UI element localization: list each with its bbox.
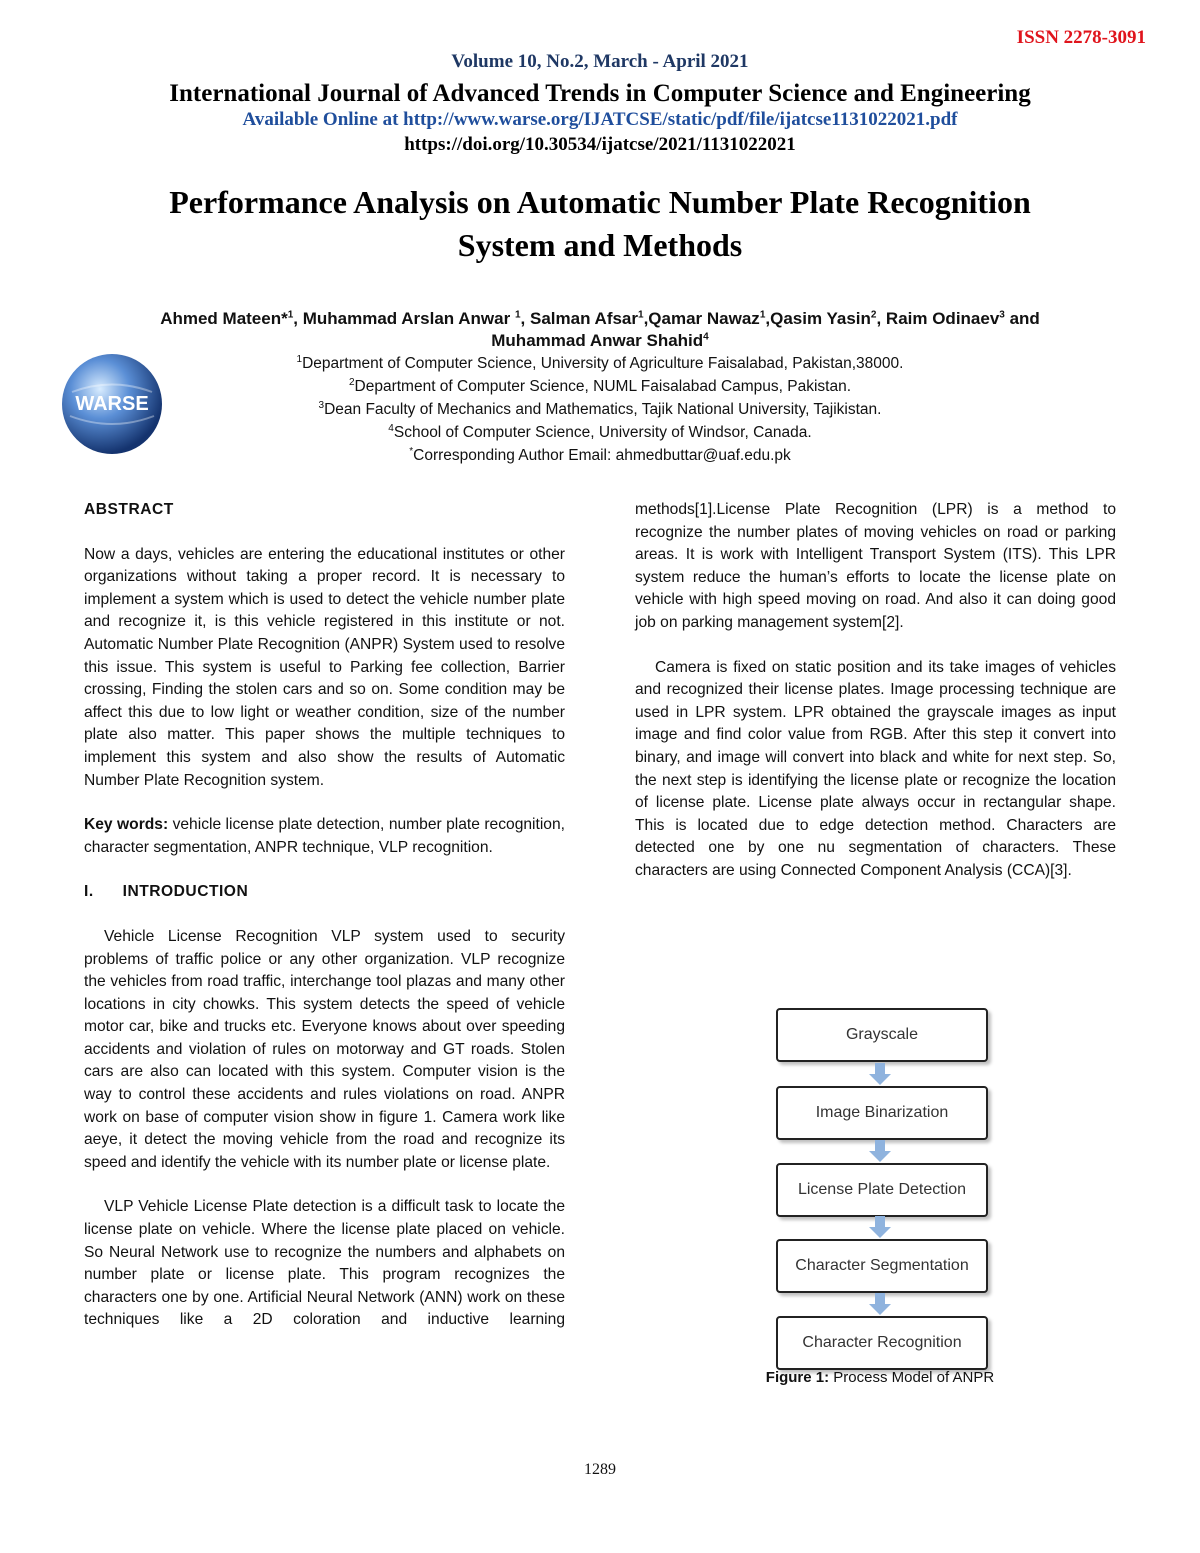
journal-name: International Journal of Advanced Trends in Computer Science and Engineering: [169, 80, 1031, 107]
author-3-sup: 1: [638, 309, 644, 321]
figure-caption: [700, 1369, 1060, 1386]
down-arrow-icon: [868, 1293, 892, 1315]
author-4-sup: 1: [759, 309, 766, 321]
author-2: , Muhammad Arslan Anwar: [293, 309, 515, 328]
doi-link[interactable]: https://doi.org/10.30534/ijatcse/2021/1131022021: [404, 134, 796, 155]
down-arrow-icon: [868, 1063, 892, 1085]
title-line-1: Performance Analysis on Automatic Number Plate Recognition: [169, 184, 1031, 220]
keywords-label: Key words:: [84, 816, 169, 834]
right-column: [635, 499, 1116, 883]
intro-paragraph-2: VLP Vehicle License Plate detection is a difficult task to locate the license plate on vehicle. Where the license plate placed on vehicle. So Neural Network use to recognize the numbers and alphabets on number plate or license plate. This program recognizes the characters one by one. Artificial Neural Network (ANN) work on these techniques like a 2D coloration and inductive learning: [84, 1198, 565, 1329]
flow-step-recognition: Character Recognition: [776, 1316, 988, 1370]
volume-info: Volume 10, No.2, March - April 2021: [451, 51, 749, 72]
right-paragraph-2: Camera is fixed on static position and its take images of vehicles and recognized their license plates. Image processing technique are used in LPR system. LPR obtained the grayscale images as input image and find color value from RGB. After this step it convert into binary, and image will convert into black and white for next step. So, the next step is identifying the license plate or recognize the location of license plate. License plate always occur in rectangular shape. This is located due to edge detection method. Characters are detected one by one nu segmentation of characters. These characters are using Connected Component Analysis (CCA)[3].: [635, 658, 1116, 879]
affiliation-1: $^1$Department of Computer Science, University of Agriculture Faisalabad, Pakistan,38000.: [296, 353, 904, 372]
issn: ISSN 2278-3091: [1016, 27, 1146, 48]
author-4: ,Qamar Nawaz: [643, 309, 760, 328]
author-6-sup: 3: [999, 309, 1005, 321]
author-2-sup: 1: [514, 309, 521, 321]
author-5: ,Qasim Yasin: [765, 309, 871, 328]
title-line-2: System and Methods: [457, 227, 743, 263]
left-column: [84, 499, 565, 1332]
author-list: [0, 308, 1200, 352]
figure-label: Figure 1:: [765, 1369, 830, 1386]
author-6: , Raim Odinaev: [876, 309, 1000, 328]
page-number: 1289: [584, 1461, 616, 1478]
available-online-link[interactable]: Available Online at http://www.warse.org/IJATCSE/static/pdf/file/ijatcse1131022021.pdf: [242, 109, 958, 130]
down-arrow-icon: [868, 1140, 892, 1162]
flow-step-segmentation: Character Segmentation: [776, 1239, 988, 1293]
flow-step-plate-detection: License Plate Detection: [776, 1163, 988, 1217]
keywords: [84, 814, 565, 859]
abstract-heading: ABSTRACT: [84, 501, 174, 518]
introduction-heading: I. INTRODUCTION: [84, 883, 249, 901]
affiliation-3: $^3$Dean Faculty of Mechanics and Mathematics, Tajik National University, Tajikistan.: [318, 399, 882, 418]
affiliation-4: $^4$School of Computer Science, University of Windsor, Canada.: [388, 422, 812, 441]
flow-step-grayscale: Grayscale: [776, 1008, 988, 1062]
affiliations: [0, 352, 1200, 467]
logo-text: WARSE: [75, 393, 149, 415]
author-3: , Salman Afsar: [520, 309, 639, 328]
figure-caption-text: Process Model of ANPR: [829, 1369, 995, 1386]
author-5-sup: 2: [870, 309, 877, 321]
paper-title: [0, 181, 1200, 267]
author-8: Muhammad Anwar Shahid: [491, 331, 704, 350]
keywords-text: vehicle license plate detection, number plate recognition, character segmentation, ANPR technique, VLP recognition.: [84, 816, 565, 856]
author-1: Ahmed Mateen*: [160, 309, 288, 328]
author-1-sup: 1: [287, 309, 294, 321]
corresponding-author: *Corresponding Author Email: ahmedbuttar@uaf.edu.pk: [409, 445, 791, 464]
abstract-body: Now a days, vehicles are entering the educational institutes or other organizations without taking a proper record. It is necessary to implement a system which is used to detect the vehicle number plate and recognize it, is this vehicle registered in this institute or not. Automatic Number Plate Recognition (ANPR) System used to resolve this issue. This system is useful to Parking fee collection, Barrier crossing, Finding the stolen cars and so on. Some condition may be affect this due to low light or weather condition, size of the number plate also matter. This paper shows the multiple techniques to implement this system and also show the results of Automatic Number Plate Recognition system.: [84, 545, 565, 789]
right-paragraph-1: methods[1].License Plate Recognition (LPR) is a method to recognize the number plates of moving vehicles on road or parking areas. It is work with Intelligent Transport System (ITS). This LPR system reduce the human’s efforts to locate the license plate on vehicle with high speed moving on road. And also it can doing good job on parking management system[2].: [635, 501, 1116, 631]
intro-paragraph-1: Vehicle License Recognition VLP system used to security problems of traffic police or any other organization. VLP recognize the vehicles from road traffic, interchange tool plazas and many other locations in city chowks. This system detects the speed of vehicle motor car, bike and trucks etc. Everyone knows about over speeding accidents and violation of rules on motorway and GT roads. Stolen cars are also can located with this system. Computer vision is the way to control these accidents and rules violations on road. ANPR work on base of computer vision show in figure 1. Camera work like aeye, it detect the moving vehicle from the road and recognize its speed and identify the vehicle with its number plate or license plate.: [84, 927, 565, 1171]
author-8-sup: 4: [703, 331, 709, 343]
flow-step-binarization: Image Binarization: [776, 1086, 988, 1140]
affiliation-2: $^2$Department of Computer Science, NUML Faisalabad Campus, Pakistan.: [348, 376, 852, 395]
author-and: and: [1004, 309, 1040, 328]
down-arrow-icon: [868, 1216, 892, 1238]
